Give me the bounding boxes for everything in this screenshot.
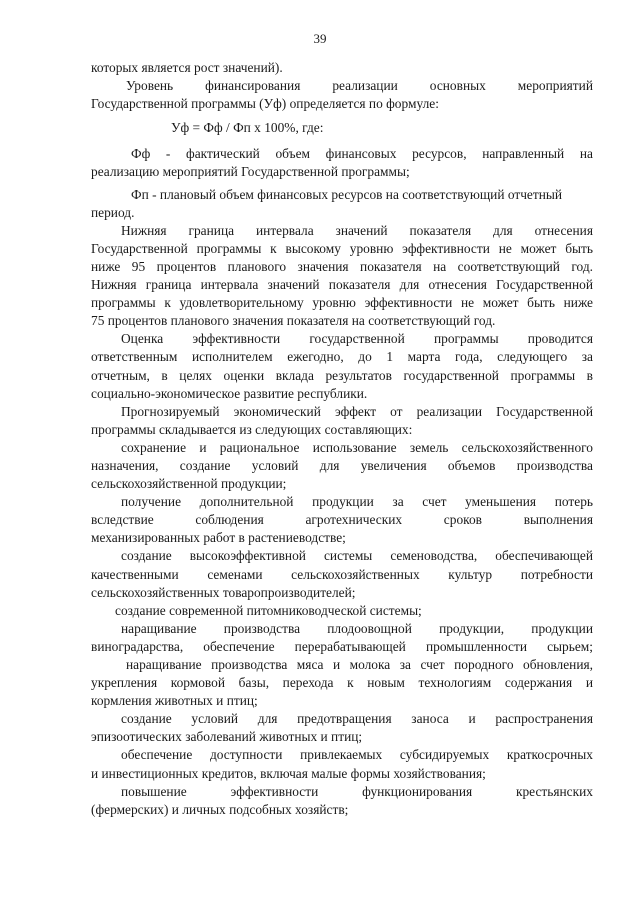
text-line: создание современной питомниководческой системы; <box>115 602 422 618</box>
text-line: создание условий для предотвращения заноса и распространения <box>121 711 593 727</box>
text-line: наращивание производства мяса и молока за счет породного обновления, <box>126 657 593 672</box>
text-line: кормления животных и птиц; <box>91 693 258 709</box>
text-line: и инвестиционных кредитов, включая малые формы хозяйствования; <box>91 765 486 781</box>
text-line: Нижняя граница интервала значений показателя для отнесения Государственной <box>91 277 593 293</box>
text-line: Уф = Фф / Фп x 100%, где: <box>171 120 324 136</box>
text-line: период. <box>91 204 135 220</box>
text-line: повышение эффективности функционирования крестьянских <box>121 783 593 799</box>
text-line: эпизоотических заболеваний животных и птиц; <box>91 729 363 745</box>
text-line: которых является рост значений). <box>91 60 283 75</box>
text-line: (фермерских) и личных подсобных хозяйств; <box>91 801 349 817</box>
text-line: качественными семенами сельскохозяйственных культур потребности <box>91 566 593 582</box>
text-line: Нижняя граница интервала значений показателя для отнесения <box>121 222 593 238</box>
text-line: Оценка эффективности государственной программы проводится <box>121 331 593 347</box>
text-line: виноградарства, обеспечение перерабатывающей промышленности сырьем; <box>91 638 593 654</box>
text-line: создание высокоэффективной системы семеноводства, обеспечивающей <box>121 548 593 564</box>
text-line: получение дополнительной продукции за счет уменьшения потерь <box>121 494 593 510</box>
text-line: наращивание производства плодоовощной продукции, продукции <box>121 620 593 636</box>
text-line: программы складывается из следующих составляющих: <box>91 421 413 437</box>
text-line: программы к удовлетворительному уровню эффективности не может быть ниже <box>91 295 593 311</box>
text-line: сохранение и рациональное использование земель сельскохозяйственного <box>121 439 593 455</box>
text-line: Уровень финансирования реализации основных мероприятий <box>126 78 593 94</box>
text-line: Фф - фактический объем финансовых ресурсов, направленный на <box>131 146 593 162</box>
text-line: реализацию мероприятий Государственной программы; <box>91 164 410 180</box>
text-line: ниже 95 процентов планового значения показателя на соответствующий год. <box>91 258 593 274</box>
page-number: 39 <box>313 31 327 46</box>
text-line: сельскохозяйственных товаропроизводителей; <box>91 584 356 600</box>
text-line: Государственной программы (Уф) определяется по формуле: <box>91 96 439 112</box>
document-body <box>91 59 593 819</box>
text-line: укрепления кормовой базы, перехода к новым технологиям содержания и <box>91 675 593 691</box>
text-line: социально-экономическое развитие республики. <box>91 385 368 401</box>
text-line: Прогнозируемый экономический эффект от реализации Государственной <box>121 403 593 419</box>
text-line: вследствие соблюдения агротехнических сроков выполнения <box>91 512 593 528</box>
text-line: 75 процентов планового значения показателя на соответствующий год. <box>91 313 496 329</box>
text-line: Государственной программы к высокому уровню эффективности не может быть <box>91 240 593 256</box>
text-line: сельскохозяйственной продукции; <box>91 476 287 492</box>
text-line: ответственным исполнителем ежегодно, до 1 марта года, следующего за <box>91 349 593 365</box>
text-line: механизированных работ в растениеводстве; <box>91 530 346 546</box>
text-line: обеспечение доступности привлекаемых субсидируемых краткосрочных <box>121 747 593 763</box>
text-line: назначения, создание условий для увеличения объемов производства <box>91 457 593 473</box>
text-line: отчетным, в целях оценки вклада результатов государственной программы в <box>91 367 593 383</box>
text-line: Фп - плановый объем финансовых ресурсов на соответствующий отчетный <box>131 186 563 202</box>
